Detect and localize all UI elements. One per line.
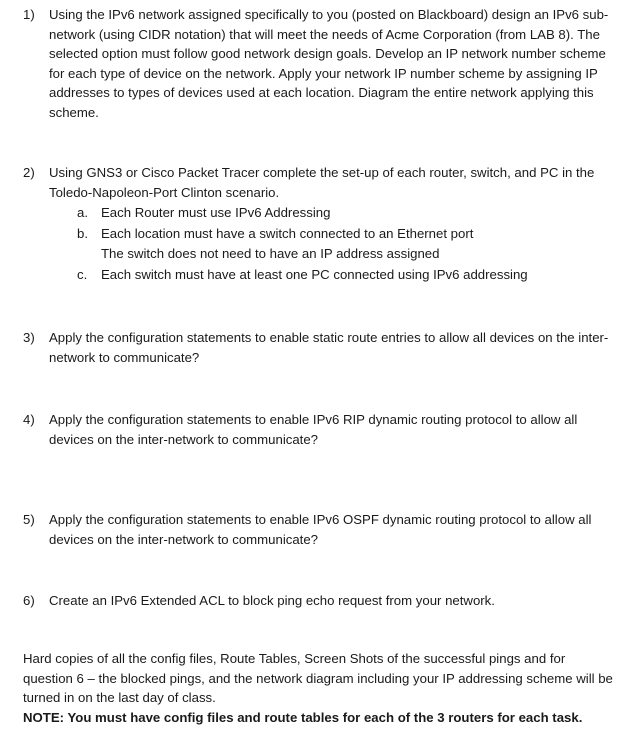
question-text: Apply the configuration statements to enable IPv6 OSPF dynamic routing protocol to allow all devices on the inter-network to communicate? (49, 512, 592, 547)
submission-instructions (23, 649, 613, 727)
sub-item-continuation: The switch does not need to have an IP address assigned (101, 246, 440, 261)
question-2 (23, 163, 613, 202)
sub-item-a (77, 203, 330, 223)
sub-item-text: Each switch must have at least one PC connected using IPv6 addressing (101, 267, 528, 282)
sub-item-c (77, 265, 528, 285)
sub-item-letter: c. (77, 267, 88, 282)
question-6 (23, 591, 613, 611)
sub-item-b (77, 224, 473, 264)
footer-text: Hard copies of all the config files, Route Tables, Screen Shots of the successful pings and for question 6 – the blocked pings, and the network diagram including your IP addressing scheme will be turned in on the last day of class. (23, 651, 613, 705)
question-text: Using GNS3 or Cisco Packet Tracer complete the set-up of each router, switch, and PC in the Toledo-Napoleon-Port Clinton scenario. (49, 165, 595, 200)
question-text: Apply the configuration statements to enable IPv6 RIP dynamic routing protocol to allow all devices on the inter-network to communicate? (49, 412, 578, 447)
sub-item-text: Each Router must use IPv6 Addressing (101, 205, 331, 220)
question-3 (23, 328, 613, 367)
question-number: 6) (23, 593, 35, 608)
question-number: 1) (23, 7, 35, 22)
question-text: Apply the configuration statements to enable static route entries to allow all devices on the inter-network to communicate? (49, 330, 609, 365)
question-number: 2) (23, 165, 35, 180)
sub-item-letter: b. (77, 226, 88, 241)
question-text: Create an IPv6 Extended ACL to block ping echo request from your network. (49, 593, 495, 608)
question-number: 5) (23, 512, 35, 527)
question-1 (23, 5, 613, 122)
question-4 (23, 410, 613, 449)
sub-item-text: Each location must have a switch connected to an Ethernet port (101, 226, 474, 241)
question-text: Using the IPv6 network assigned specifically to you (posted on Blackboard) design an IPv6 sub-network (using CIDR notation) that will meet the needs of Acme Corporation (from LAB 8). The selected option must follow good network design goals. Develop an IP network number scheme for each type of device on the network. Apply your network IP number scheme by assigning IP addresses to types of devices used at each location. Diagram the entire network applying this scheme. (49, 7, 609, 120)
sub-item-letter: a. (77, 205, 88, 220)
question-number: 3) (23, 330, 35, 345)
question-5 (23, 510, 613, 549)
question-number: 4) (23, 412, 35, 427)
footer-note: NOTE: You must have config files and route tables for each of the 3 routers for each task. (23, 709, 583, 725)
